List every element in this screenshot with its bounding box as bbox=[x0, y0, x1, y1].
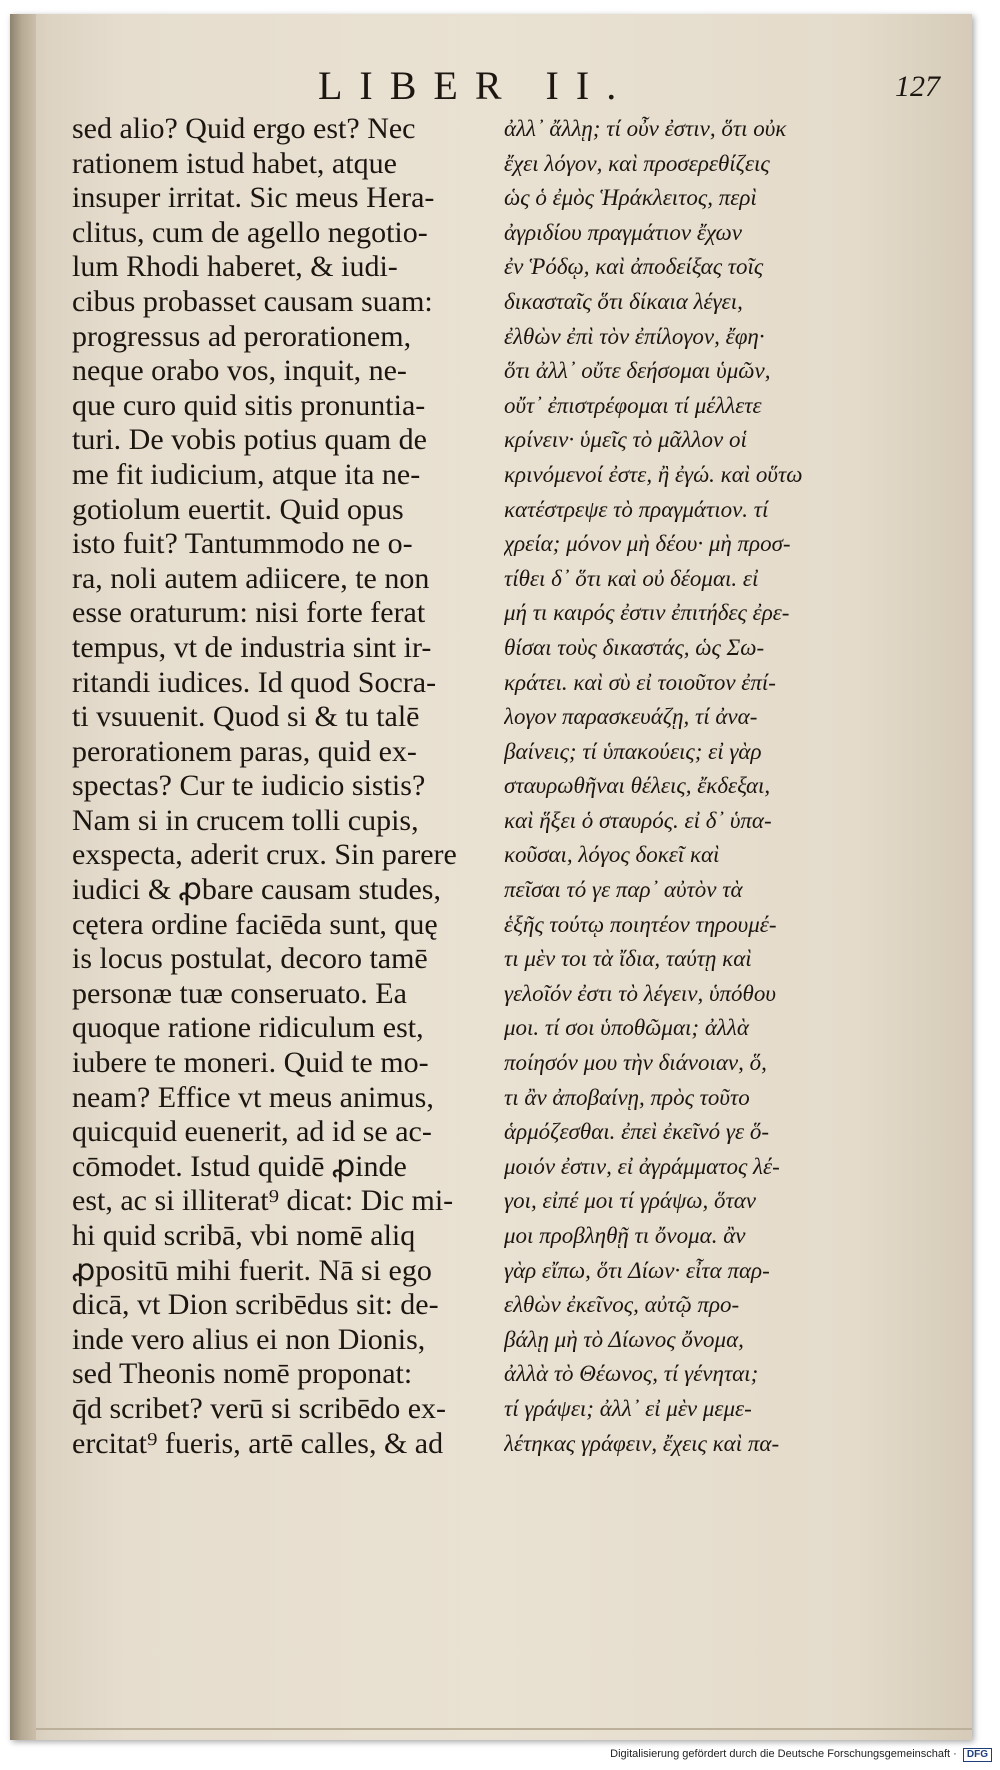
credit-text: Digitalisierung gefördert durch die Deutsche Forschungsgemeinschaft · bbox=[610, 1748, 957, 1760]
latin-text-line: personæ tuæ conseruato. Ea bbox=[72, 976, 407, 1010]
latin-text-line: cętera ordine faciēda sunt, quę bbox=[72, 907, 438, 941]
latin-text-line: inde vero alius ei non Dionis, bbox=[72, 1322, 426, 1356]
latin-text-line: cōmodet. Istud quidē ꝓinde bbox=[72, 1149, 407, 1183]
book-page bbox=[10, 14, 972, 1740]
greek-text-line: μοιόν ἐστιν, εἰ ἀγράμματος λέ- bbox=[504, 1153, 780, 1179]
latin-text-line: hi quid scribā, vbi nomē aliq bbox=[72, 1219, 416, 1252]
greek-text-line: τίθει δ᾽ ὅτι καὶ οὐ δέομαι. εἰ bbox=[504, 565, 759, 591]
latin-text-line: progressus ad perorationem, bbox=[72, 319, 412, 353]
greek-text-line: γελοῖόν ἐστι τὸ λέγειν, ὑπόθου bbox=[504, 980, 776, 1006]
greek-text-line: μοι προβληθῇ τι ὄνομα. ἂν bbox=[504, 1223, 746, 1248]
greek-text-line: καὶ ἥξει ὁ σταυρός. εἰ δ᾽ ὑπα- bbox=[504, 807, 772, 833]
greek-text-line: ἐν Ῥόδῳ, καὶ ἀποδείξας τοῖς bbox=[504, 254, 764, 280]
latin-text-line: Nam si in crucem tolli cupis, bbox=[72, 803, 419, 837]
greek-text-line: ὅτι ἀλλ᾽ οὔτε δεήσομαι ὑμῶν, bbox=[504, 358, 771, 384]
latin-text-line: q̄d scribet? verū si scribēdo ex- bbox=[72, 1391, 447, 1425]
greek-text-line: κρινόμενοί ἐστε, ἢ ἐγώ. καὶ οὕτω bbox=[504, 461, 803, 487]
running-head bbox=[210, 62, 940, 114]
greek-text-line: θίσαι τοὺς δικαστάς, ὡς Σω- bbox=[504, 634, 765, 660]
dfg-logo: DFG bbox=[963, 1748, 992, 1762]
greek-text-line: ελθὼν ἐκεῖνος, αὐτῷ προ- bbox=[504, 1292, 740, 1318]
latin-text-line: exspecta, aderit crux. Sin parere bbox=[72, 838, 457, 872]
greek-text-column bbox=[504, 112, 846, 1461]
latin-text-line: ra, noli autem adiicere, te non bbox=[72, 561, 430, 595]
greek-text-line: δικασταῖς ὅτι δίκαια λέγει, bbox=[504, 288, 743, 314]
latin-text-line: dicā, vt Dion scribēdus sit: de- bbox=[72, 1288, 439, 1322]
greek-text-line: τί γράψει; ἀλλ᾽ εἰ μὲν μεμε- bbox=[504, 1395, 752, 1421]
greek-text-line: τι ἂν ἀποβαίνῃ, πρὸς τοῦτο bbox=[504, 1084, 750, 1110]
latin-text-line: ti vsuuenit. Quod si & tu talē bbox=[72, 700, 420, 734]
latin-text-line: lum Rhodi haberet, & iudi- bbox=[72, 250, 398, 284]
greek-text-line: γὰρ εἴπω, ὅτι Δίων· εἶτα παρ- bbox=[504, 1257, 770, 1283]
latin-text-line: insuper irritat. Sic meus Hera- bbox=[72, 181, 435, 215]
latin-text-line: rationem istud habet, atque bbox=[72, 146, 397, 180]
latin-text-line: turi. De vobis potius quam de bbox=[72, 423, 427, 457]
latin-text-line: cibus probasset causam suam: bbox=[72, 284, 433, 318]
latin-text-line: gotiolum euertit. Quid opus bbox=[72, 492, 404, 526]
greek-text-line: ὡς ὁ ἐμὸς Ἡράκλειτος, περὶ bbox=[504, 185, 757, 211]
running-head-title: LIBER II. bbox=[318, 63, 634, 108]
latin-text-line: isto fuit? Tantummodo ne o- bbox=[72, 527, 413, 561]
greek-text-line: ἀλλ᾽ ἄλλῃ; τί οὖν ἐστιν, ὅτι οὐκ bbox=[504, 116, 787, 141]
latin-text-line: que curo quid sitis pronuntia- bbox=[72, 388, 426, 422]
greek-text-line: ἀλλὰ τὸ Θέωνος, τί γένηται; bbox=[504, 1361, 759, 1387]
greek-text-line: τι μὲν τοι τὰ ἴδια, ταύτῃ καὶ bbox=[504, 946, 752, 972]
greek-text-line: κράτει. καὶ σὺ εἰ τοιοῦτον ἐπί- bbox=[504, 669, 776, 695]
greek-text-line: γοι, εἰπέ μοι τί γράψω, ὅταν bbox=[504, 1188, 757, 1214]
digitization-credit bbox=[610, 1748, 992, 1762]
greek-text-line: πεῖσαι τό γε παρ᾽ αὐτὸν τὰ bbox=[504, 877, 743, 903]
latin-text-line: sed Theonis nomē proponat: bbox=[72, 1357, 413, 1391]
latin-text-line: neque orabo vos, inquit, ne- bbox=[72, 354, 407, 388]
page-number: 127 bbox=[895, 70, 940, 103]
greek-text-line: ἑξῆς τούτῳ ποιητέον τηρουμέ- bbox=[504, 911, 777, 937]
page-gutter bbox=[10, 14, 36, 1740]
greek-text-line: κοῦσαι, λόγος δοκεῖ καὶ bbox=[504, 842, 720, 868]
greek-text-line: κατέστρεψε τὸ πραγμάτιον. τί bbox=[504, 496, 769, 522]
latin-text-line: quoque ratione ridiculum est, bbox=[72, 1011, 424, 1045]
latin-text-line: iubere te moneri. Quid te mo- bbox=[72, 1046, 429, 1080]
latin-text-line: clitus, cum de agello negotio- bbox=[72, 215, 428, 249]
latin-text-line: neam? Effice vt meus animus, bbox=[72, 1080, 434, 1114]
latin-text-line: is locus postulat, decoro tamē bbox=[72, 942, 428, 976]
greek-text-line: χρεία; μόνον μὴ δέου· μὴ προσ- bbox=[504, 531, 791, 557]
latin-text-line: esse oraturum: nisi forte ferat bbox=[72, 596, 426, 630]
latin-text-line: iudici & ꝓbare causam studes, bbox=[72, 873, 441, 907]
greek-text-line: λέτηκας γράφειν, ἔχεις καὶ πα- bbox=[504, 1430, 780, 1456]
latin-text-line: ercitat⁹ fueris, artē calles, & ad bbox=[72, 1426, 444, 1460]
latin-text-line: spectas? Cur te iudicio sistis? bbox=[72, 769, 426, 803]
greek-text-line: βαίνεις; τί ὑπακούεις; εἰ γὰρ bbox=[504, 738, 762, 764]
latin-text-line: quicquid euenerit, ad id se ac- bbox=[72, 1115, 432, 1149]
greek-text-line: ἐλθὼν ἐπὶ τὸν ἐπίλογον, ἔφη· bbox=[504, 323, 765, 349]
greek-text-line: λογον παρασκευάζῃ, τί ἀνα- bbox=[504, 704, 758, 730]
greek-text-line: ἔχει λόγον, καὶ προσερεθίζεις bbox=[504, 150, 770, 176]
latin-text-line: ꝓpositū mihi fuerit. Nā si ego bbox=[72, 1253, 432, 1287]
latin-text-line: est, ac si illiterat⁹ dicat: Dic mi- bbox=[72, 1184, 454, 1218]
latin-text-column bbox=[72, 112, 472, 1461]
greek-text-line: ἀγριδίου πραγμάτιον ἔχων bbox=[504, 219, 742, 245]
latin-text-line: me fit iudicium, atque ita ne- bbox=[72, 457, 421, 491]
latin-text-line: sed alio? Quid ergo est? Nec bbox=[72, 112, 416, 145]
latin-text-line: ritandi iudices. Id quod Socra- bbox=[72, 665, 437, 699]
greek-text-line: ποίησόν μου τὴν διάνοιαν, ὅ, bbox=[504, 1050, 767, 1076]
greek-text-line: ἁρμόζεσθαι. ἐπεὶ ἐκεῖνό γε ὅ- bbox=[504, 1119, 769, 1145]
greek-text-line: βάλῃ μὴ τὸ Δίωνος ὄνομα, bbox=[504, 1326, 744, 1352]
latin-text-line: perorationem paras, quid ex- bbox=[72, 734, 417, 768]
greek-text-line: σταυρωθῆναι θέλεις, ἔκδεξαι, bbox=[504, 773, 771, 799]
latin-text-line: tempus, vt de industria sint ir- bbox=[72, 630, 432, 664]
greek-text-line: κρίνειν· ὑμεῖς τὸ μᾶλλον οἱ bbox=[504, 427, 747, 453]
greek-text-line: οὔτ᾽ ἐπιστρέφομαι τί μέλλετε bbox=[504, 392, 762, 418]
greek-text-line: μή τι καιρός ἐστιν ἐπιτήδες ἐρε- bbox=[504, 600, 790, 626]
greek-text-line: μοι. τί σοι ὑποθῶμαι; ἀλλὰ bbox=[504, 1015, 749, 1041]
page-bottom-edge bbox=[36, 1728, 972, 1730]
